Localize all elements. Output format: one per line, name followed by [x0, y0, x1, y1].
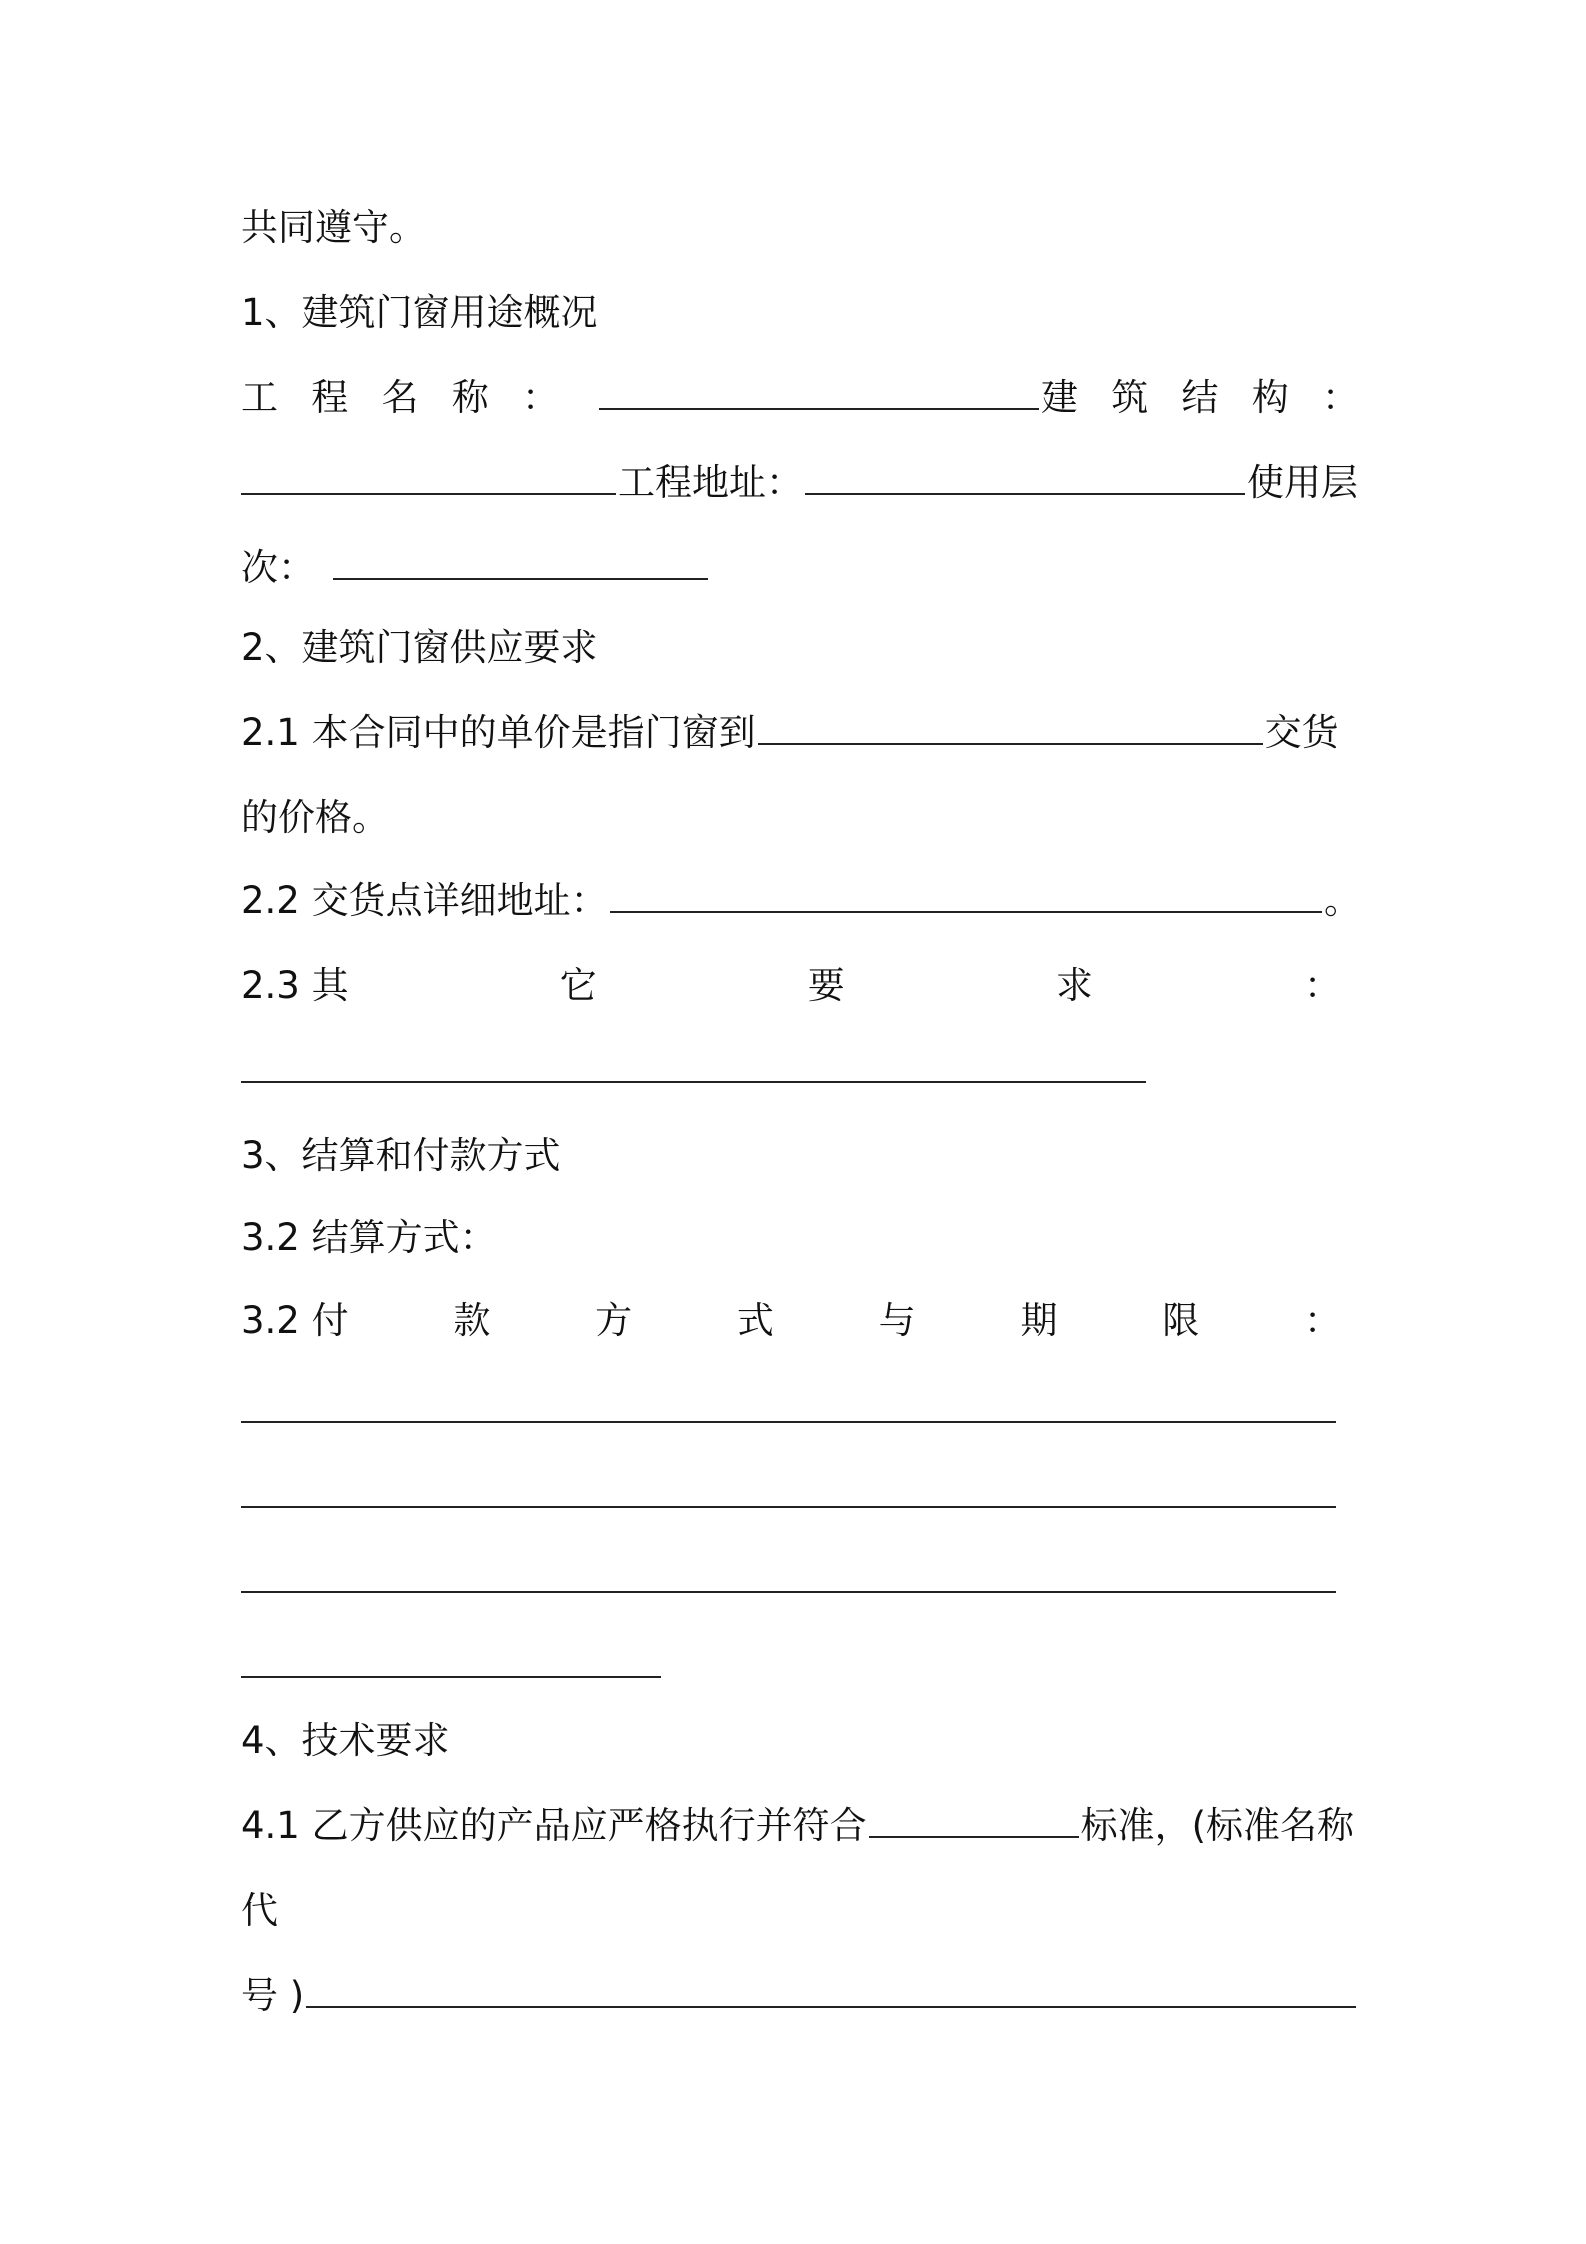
- label-char: 建: [1041, 376, 1078, 419]
- line-2-1-cont: [241, 790, 1361, 846]
- clause-4-1-code: 代: [241, 1889, 278, 1932]
- line-project-address: [241, 455, 1361, 511]
- clause-2-1-price: 的价格。: [241, 796, 389, 839]
- usage-floor-label: 使用层: [1247, 461, 1358, 504]
- delivery-address-blank[interactable]: [610, 881, 1322, 913]
- clause-2-3-char: 要: [807, 964, 845, 1007]
- other-requirements-blank[interactable]: [241, 1051, 1146, 1083]
- heading-section-1: [241, 285, 1361, 341]
- section-1-title: 1、建筑门窗用途概况: [241, 291, 598, 334]
- payment-blank-line-3: [241, 1553, 1361, 1609]
- project-address-label: 工程地址：: [618, 461, 803, 504]
- section-3-title: 3、结算和付款方式: [241, 1134, 561, 1177]
- clause-4-1-standard: 标准，(标准名称: [1080, 1804, 1355, 1847]
- payment-term-char: 限: [1162, 1299, 1200, 1342]
- settlement-method-label: 3.2 结算方式：: [241, 1216, 497, 1259]
- project-name-label: [241, 370, 559, 426]
- payment-term-char: 款: [453, 1299, 491, 1342]
- line-usage-floor: [241, 540, 1361, 596]
- heading-section-4: [241, 1713, 1361, 1769]
- usage-floor-label-cont: 次：: [241, 546, 315, 589]
- clause-4-1-code-label: 号 ): [241, 1974, 305, 2017]
- label-char: 构: [1251, 376, 1289, 419]
- payment-blank-line-1: [241, 1383, 1361, 1439]
- clause-2-3-char: 它: [559, 964, 597, 1007]
- payment-term-char: 期: [1020, 1299, 1058, 1342]
- clause-2-2-label: 2.2 交货点详细地址：: [241, 879, 608, 922]
- label-char: ：: [1322, 376, 1359, 419]
- payment-term-char: 与: [878, 1299, 916, 1342]
- payment-blank-line-4: [241, 1638, 1361, 1694]
- clause-2-2-period: 。: [1324, 879, 1361, 922]
- label-char: 筑: [1111, 376, 1149, 419]
- line-3-2a: [241, 1210, 1361, 1266]
- heading-section-2: [241, 620, 1361, 676]
- section-4-title: 4、技术要求: [241, 1719, 450, 1762]
- payment-blank[interactable]: [241, 1561, 1336, 1593]
- payment-term-char: 方: [595, 1299, 633, 1342]
- standard-code-blank[interactable]: [306, 1976, 1356, 2008]
- clause-2-3-char: ：: [1303, 964, 1341, 1007]
- line-2-1: [241, 705, 1361, 761]
- payment-blank[interactable]: [241, 1646, 661, 1678]
- delivery-place-blank[interactable]: [758, 713, 1263, 745]
- payment-blank[interactable]: [241, 1391, 1336, 1423]
- line-2-3-blank: [241, 1043, 1361, 1099]
- line-4-1-cont: [241, 1883, 1361, 1939]
- line-2-2: [241, 873, 1361, 929]
- project-address-blank[interactable]: [805, 463, 1245, 495]
- project-name-blank[interactable]: [599, 378, 1039, 410]
- label-char: ：: [522, 376, 559, 419]
- label-char: 结: [1181, 376, 1219, 419]
- usage-floor-blank[interactable]: [333, 548, 708, 580]
- line-3-2b: [241, 1293, 1341, 1349]
- structure-label: [1041, 370, 1359, 426]
- clause-2-3-char: 2.3 其: [241, 964, 349, 1007]
- text-gongtongzunshou: 共同遵守。: [241, 206, 426, 249]
- payment-blank-line-2: [241, 1468, 1361, 1524]
- line-2-3: [241, 958, 1341, 1014]
- payment-blank[interactable]: [241, 1476, 1336, 1508]
- line-4-1: [241, 1798, 1361, 1854]
- payment-term-char: ：: [1303, 1299, 1341, 1342]
- payment-term-char: 3.2 付: [241, 1299, 349, 1342]
- clause-2-1-text: 2.1 本合同中的单价是指门窗到: [241, 711, 756, 754]
- section-2-title: 2、建筑门窗供应要求: [241, 626, 598, 669]
- label-char: 工: [241, 376, 278, 419]
- line-agreement-end: [241, 200, 1361, 256]
- clause-2-1-delivery: 交货: [1264, 711, 1339, 754]
- label-char: 程: [311, 376, 349, 419]
- payment-term-char: 式: [736, 1299, 774, 1342]
- structure-blank[interactable]: [241, 463, 616, 495]
- heading-section-3: [241, 1128, 1361, 1184]
- standard-blank[interactable]: [869, 1806, 1079, 1838]
- clause-4-1-text: 4.1 乙方供应的产品应严格执行并符合: [241, 1804, 867, 1847]
- line-4-1-code: [241, 1968, 1361, 2024]
- label-char: 称: [451, 376, 489, 419]
- label-char: 名: [381, 376, 419, 419]
- line-project-name: [241, 370, 1361, 426]
- clause-2-3-char: 求: [1055, 964, 1093, 1007]
